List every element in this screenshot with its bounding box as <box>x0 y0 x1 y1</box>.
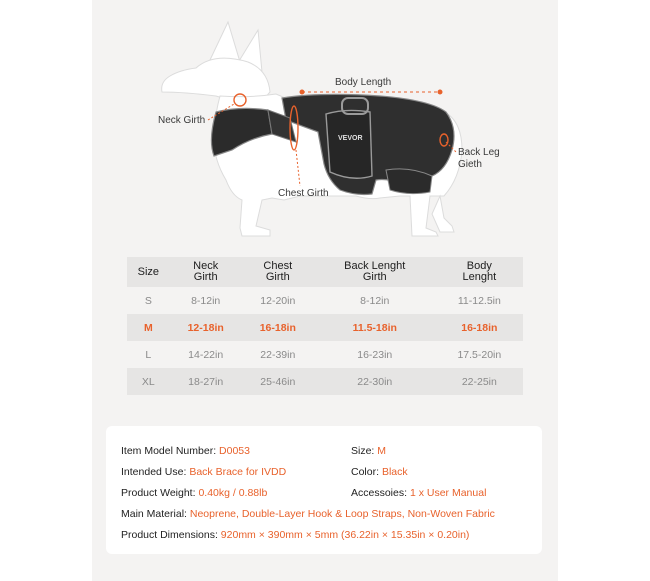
cell-back: 16-23in <box>314 341 436 368</box>
spec-color: Color: Black <box>351 466 408 478</box>
size-table-header <box>127 257 523 287</box>
table-row-highlighted <box>127 314 523 341</box>
size-table <box>127 257 523 395</box>
cell-back: 11.5-18in <box>314 314 436 341</box>
table-row <box>127 368 523 395</box>
table-row <box>127 287 523 314</box>
header-neck-girth: Neck Girth <box>170 257 242 287</box>
header-back-girth: Back Lenght Girth <box>314 257 436 287</box>
spec-material: Main Material: Neoprene, Double-Layer Hook & Loop Straps, Non-Woven Fabric <box>121 508 495 520</box>
cell-chest: 22-39in <box>242 341 314 368</box>
spec-accessories: Accessoies: 1 x User Manual <box>351 487 487 499</box>
cell-size: S <box>127 287 170 314</box>
spec-size: Size: M <box>351 445 387 457</box>
back-leg-girth-label-1: Back Leg <box>458 147 500 158</box>
spec-model: Item Model Number: D0053 <box>121 445 250 457</box>
back-leg-girth-label-2: Gieth <box>458 159 482 170</box>
cell-body: 16-18in <box>436 314 523 341</box>
cell-chest: 25-46in <box>242 368 314 395</box>
cell-neck: 12-18in <box>170 314 242 341</box>
cell-size: XL <box>127 368 170 395</box>
cell-body: 22-25in <box>436 368 523 395</box>
body-length-label: Body Length <box>335 77 392 88</box>
cell-neck: 14-22in <box>170 341 242 368</box>
cell-body: 11-12.5in <box>436 287 523 314</box>
cell-size: M <box>127 314 170 341</box>
table-row <box>127 341 523 368</box>
header-size: Size <box>127 257 170 287</box>
cell-size: L <box>127 341 170 368</box>
neck-girth-label: Neck Girth <box>158 115 206 126</box>
cell-neck: 8-12in <box>170 287 242 314</box>
spec-dimensions: Product Dimensions: 920mm × 390mm × 5mm (36.22in × 15.35in × 0.20in) <box>121 529 470 541</box>
spec-weight: Product Weight: 0.40kg / 0.88lb <box>121 487 268 499</box>
chest-girth-label: Chest Girth <box>278 188 329 199</box>
cell-chest: 12-20in <box>242 287 314 314</box>
brand-logo: VEVOR <box>338 135 363 142</box>
header-body-length: Body Lenght <box>436 257 523 287</box>
header-chest-girth: Chest Girth <box>242 257 314 287</box>
cell-body: 17.5-20in <box>436 341 523 368</box>
cell-chest: 16-18in <box>242 314 314 341</box>
cell-back: 22-30in <box>314 368 436 395</box>
cell-back: 8-12in <box>314 287 436 314</box>
spec-intended-use: Intended Use: Back Brace for IVDD <box>121 466 287 478</box>
cell-neck: 18-27in <box>170 368 242 395</box>
